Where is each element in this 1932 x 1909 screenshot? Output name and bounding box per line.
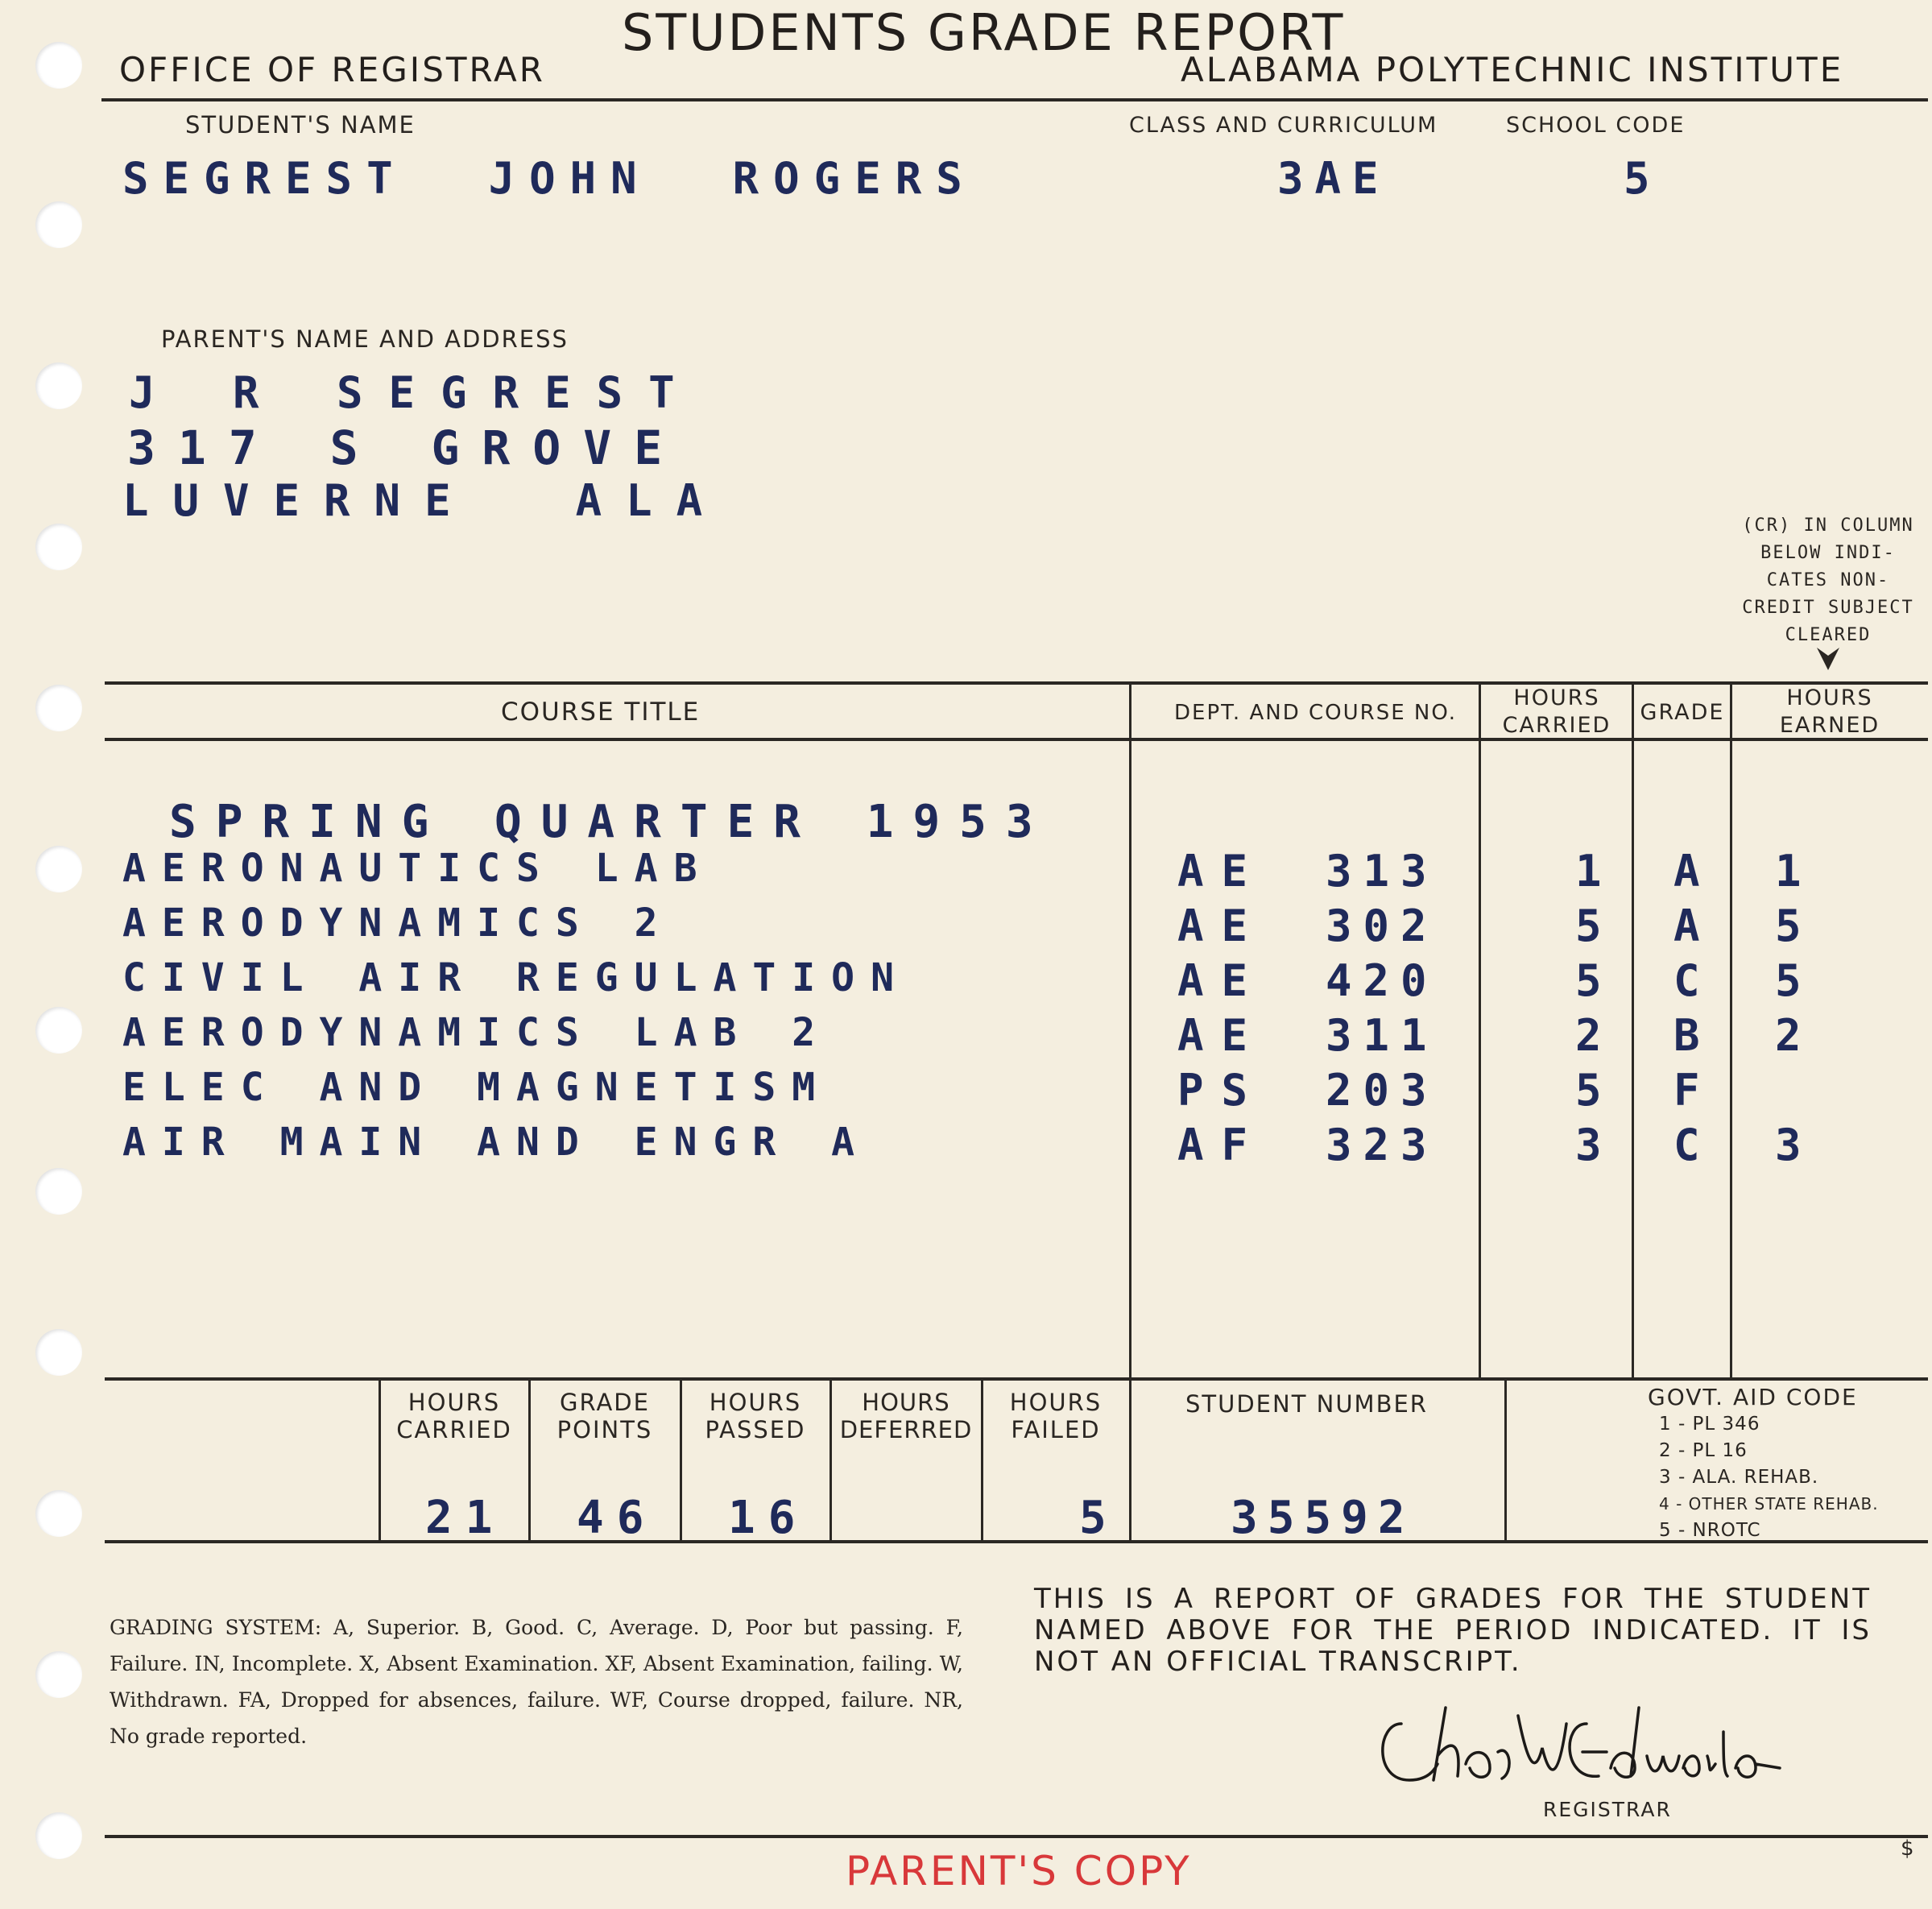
govt-aid-code: 1 - PL 346 <box>1659 1414 1760 1435</box>
cr-note-line: (CR) IN COLUMN <box>1742 516 1914 536</box>
corner-mark: $ <box>1901 1837 1914 1861</box>
grade-points-label <box>530 1389 680 1443</box>
course-grade: B <box>1673 1010 1700 1061</box>
table-top-rule <box>105 681 1928 685</box>
course-title: AERODYNAMICS LAB 2 <box>122 1010 832 1055</box>
registrar-signature <box>1369 1692 1788 1796</box>
column-divider <box>1632 683 1634 1379</box>
grade-header: GRADE <box>1640 700 1725 725</box>
cr-note-line: BELOW INDI- <box>1760 543 1896 563</box>
header-rule <box>101 98 1928 101</box>
class-curriculum: 3AE <box>1277 153 1390 204</box>
cr-note-line: CREDIT SUBJECT <box>1742 598 1914 618</box>
hours-carried-header <box>1480 685 1633 739</box>
grading-system: GRADING SYSTEM: A, Superior. B, Good. C, Average. D, Poor but passing. F, Failure. IN, Incomplete. X, Absent Examination. XF, Absent Examination, failing. W, Withdrawn. FA, Dropped for absences, failure. WF, Course dropped, failure. NR, No grade reported. <box>110 1616 963 1748</box>
class-curriculum-label: CLASS AND CURRICULUM <box>1129 113 1438 138</box>
report-title: STUDENTS GRADE REPORT <box>622 3 1346 62</box>
column-divider <box>1129 1379 1131 1540</box>
header-line: HOURS <box>1513 685 1600 710</box>
hours-passed-label <box>681 1389 829 1443</box>
student-number-label: STUDENT NUMBER <box>1185 1390 1428 1418</box>
course-title: CIVIL AIR REGULATION <box>122 955 910 1000</box>
parent-name: J R SEGREST <box>129 367 701 418</box>
header-line: POINTS <box>556 1416 653 1443</box>
column-divider <box>1504 1379 1507 1540</box>
course-hours-carried: 5 <box>1575 1065 1602 1116</box>
cr-note <box>1731 512 1925 649</box>
cr-note-line: CATES NON- <box>1766 570 1890 590</box>
course-title-header: COURSE TITLE <box>501 698 701 727</box>
bottom-rule <box>105 1835 1928 1838</box>
parent-label: PARENT'S NAME AND ADDRESS <box>161 325 569 353</box>
term-heading: SPRING QUARTER 1953 <box>169 796 1053 848</box>
govt-aid-code: 4 - OTHER STATE REHAB. <box>1659 1494 1879 1514</box>
course-hours-carried: 1 <box>1575 846 1602 897</box>
course-hours-carried: 5 <box>1575 955 1602 1006</box>
course-hours-earned: 2 <box>1775 1010 1802 1061</box>
header-line: HOURS <box>1009 1389 1103 1416</box>
dept-course-header: DEPT. AND COURSE NO. <box>1174 701 1458 725</box>
header-line: HOURS <box>709 1389 802 1416</box>
header-line: GRADE <box>560 1389 650 1416</box>
binder-hole <box>35 362 82 409</box>
school-code: 5 <box>1624 153 1650 204</box>
hours-passed: 16 <box>728 1492 809 1544</box>
govt-aid-code: 2 - PL 16 <box>1659 1440 1748 1461</box>
binder-hole <box>35 524 82 570</box>
course-number: 313 <box>1326 846 1438 897</box>
hours-earned-header <box>1731 685 1928 739</box>
student-name: SEGREST JOHN ROGERS <box>122 153 977 204</box>
govt-aid-codes <box>1659 1411 1879 1544</box>
course-hours-earned: 5 <box>1775 901 1802 951</box>
course-hours-earned: 5 <box>1775 955 1802 1006</box>
column-divider <box>1479 683 1481 1379</box>
course-hours-carried: 2 <box>1575 1010 1602 1061</box>
course-grade: C <box>1673 1120 1700 1170</box>
course-dept: PS <box>1177 1065 1266 1116</box>
student-number: 35592 <box>1231 1492 1415 1544</box>
institution-name: ALABAMA POLYTECHNIC INSTITUTE <box>1181 50 1844 89</box>
course-dept: AE <box>1177 1010 1266 1061</box>
total-hours-carried-label <box>380 1389 528 1443</box>
binder-hole <box>35 201 82 248</box>
header-line: PASSED <box>705 1416 806 1443</box>
binder-hole <box>35 1651 82 1698</box>
table-header-rule <box>105 738 1928 741</box>
binder-hole <box>35 846 82 892</box>
course-number: 203 <box>1326 1065 1438 1116</box>
govt-aid-code: 5 - NROTC <box>1659 1520 1761 1541</box>
header-line: HOURS <box>1786 685 1873 710</box>
student-name-label: STUDENT'S NAME <box>185 111 416 139</box>
school-code-label: SCHOOL CODE <box>1506 113 1686 138</box>
govt-aid-label: GOVT. AID CODE <box>1648 1384 1858 1410</box>
grade-points: 46 <box>577 1492 657 1544</box>
course-hours-carried: 5 <box>1575 901 1602 951</box>
binder-hole <box>35 1490 82 1537</box>
parent-city: LUVERNE ALA <box>122 475 727 526</box>
course-hours-carried: 3 <box>1575 1120 1602 1170</box>
course-number: 302 <box>1326 901 1438 951</box>
course-grade: C <box>1673 955 1700 1006</box>
course-grade: A <box>1673 846 1700 897</box>
course-grade: F <box>1673 1065 1700 1116</box>
down-arrow-icon <box>1814 644 1843 673</box>
cr-note-line: CLEARED <box>1785 625 1872 645</box>
header-line: CARRIED <box>396 1416 512 1443</box>
govt-aid-code: 3 - ALA. REHAB. <box>1659 1467 1819 1488</box>
header-line: FAILED <box>1011 1416 1101 1443</box>
notice-text: THIS IS A REPORT OF GRADES FOR THE STUDENT NAMED ABOVE FOR THE PERIOD INDICATED. IT IS NOT AN OFFICIAL TRANSCRIPT. <box>1034 1583 1872 1678</box>
course-dept: AE <box>1177 901 1266 951</box>
hours-failed-label <box>983 1389 1129 1443</box>
course-dept: AE <box>1177 846 1266 897</box>
course-title: AERONAUTICS LAB <box>122 846 714 891</box>
course-title: ELEC AND MAGNETISM <box>122 1065 832 1110</box>
column-divider <box>1129 683 1131 1379</box>
header-line: CARRIED <box>1502 713 1611 738</box>
binder-hole <box>35 685 82 731</box>
course-hours-earned: 1 <box>1775 846 1802 897</box>
binder-hole <box>35 1812 82 1859</box>
course-dept: AF <box>1177 1120 1266 1170</box>
hours-failed: 5 <box>1079 1492 1107 1544</box>
course-title: AERODYNAMICS 2 <box>122 901 674 946</box>
header-line: EARNED <box>1779 713 1880 738</box>
office-label: OFFICE OF REGISTRAR <box>119 50 545 89</box>
parents-copy-label: PARENT'S COPY <box>846 1848 1192 1895</box>
total-hours-carried: 21 <box>425 1492 506 1544</box>
course-dept: AE <box>1177 955 1266 1006</box>
course-hours-earned: 3 <box>1775 1120 1802 1170</box>
header-line: HOURS <box>862 1389 950 1416</box>
binder-hole <box>35 1329 82 1376</box>
binder-hole <box>35 1007 82 1054</box>
binder-hole <box>35 1168 82 1215</box>
course-grade: A <box>1673 901 1700 951</box>
course-number: 311 <box>1326 1010 1438 1061</box>
column-divider <box>1730 683 1732 1379</box>
parent-street: 317 S GROVE <box>127 420 685 475</box>
header-line: DEFERRED <box>839 1416 973 1443</box>
course-number: 323 <box>1326 1120 1438 1170</box>
hours-deferred-label <box>831 1389 981 1443</box>
header-line: HOURS <box>407 1389 501 1416</box>
totals-bottom-rule <box>105 1540 1928 1543</box>
course-number: 420 <box>1326 955 1438 1006</box>
course-title: AIR MAIN AND ENGR A <box>122 1120 871 1165</box>
registrar-label: REGISTRAR <box>1543 1798 1672 1821</box>
binder-hole <box>35 42 82 89</box>
